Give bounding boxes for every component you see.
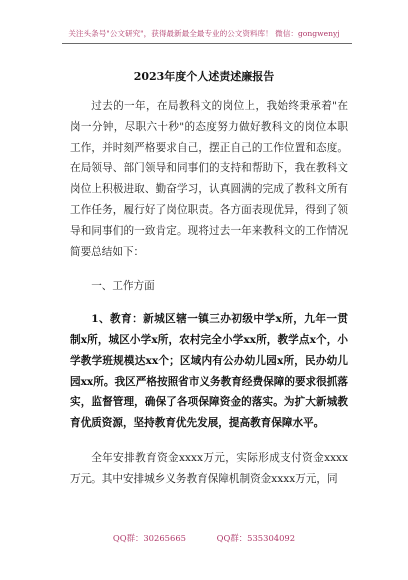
footer-qq-group-1: QQ群：30265665 (112, 533, 186, 543)
funding-paragraph: 全年安排教育资金xxxx万元，实际形成支付资金xxxx万元。其中安排城乡义务教育保障机制资金xxxx万元，同 (70, 451, 348, 485)
document-body (70, 96, 348, 504)
footer-qq-groups (0, 532, 408, 544)
document-title: 2023年度个人述责述廉报告 (133, 70, 275, 83)
footer-qq-group-2: QQ群：535304092 (216, 533, 296, 543)
header-divider (62, 43, 352, 44)
education-paragraph: 1、教育：新城区辖一镇三办初级中学x所，九年一贯制x所，城区小学x所，农村完全小学xx所，教学点x个，小学教学班规模达xx个；区域内有公办幼儿园x所，民办幼儿园xx所。我区严格按照省市义务教育经费保障的要求很抓落实，监督管理，确保了各项保障资金的落实。为扩大新城教育优质资源，坚持教育优先发展，提高教育保障水平。 (70, 313, 348, 430)
intro-paragraph: 过去的一年，在局教科文的岗位上，我始终秉承着"在岗一分钟，尽职六十秒"的态度努力做好教科文的岗位本职工作，并时刻严格要求自己，摆正自己的工作位置和态度。在局领导、部门领导和同事们的支持和帮助下，我在教科文岗位上积极进取、勤奋学习，认真圆满的完成了教科文所有工作任务，履行好了岗位职责。各方面表现优异，得到了领导和同事们的一致肯定。现将过去一年来教科文的工作情况简要总结如下： (70, 100, 348, 258)
section-heading-work: 一、工作方面 (91, 280, 155, 293)
header-watermark-note: 关注头条号"公文研究"，获得最新最全最专业的公文资料库！ 微信：gongwenyj (68, 29, 340, 38)
